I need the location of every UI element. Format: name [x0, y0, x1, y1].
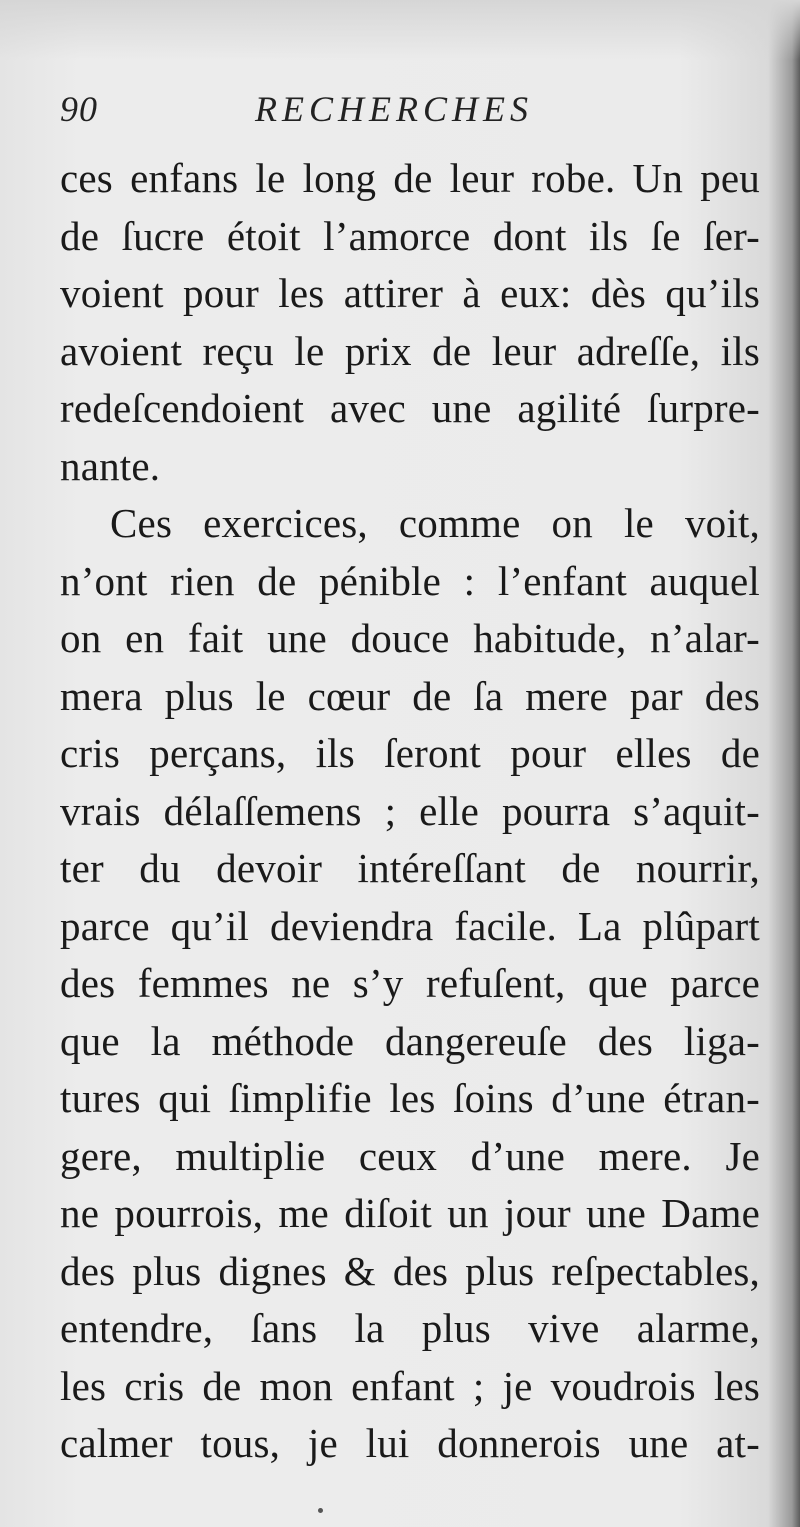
page-number: 90 [60, 89, 98, 129]
text-line: ces enfans le long de leur robe. Un peu [60, 155, 760, 201]
text-line: les cris de mon enfant ; je voudrois les [60, 1362, 760, 1409]
running-head: RECHERCHES [255, 89, 533, 129]
paragraph-start-line: Ces exercices, comme on le voit, [110, 500, 760, 546]
text-line: calmer tous, je lui donnerois une at- [60, 1420, 760, 1466]
text-line: voient pour les attirer à eux: dès qu’ils [60, 270, 760, 316]
text-line: ter du devoir intéreſſant de nourrir, [60, 845, 760, 891]
text-line: des femmes ne s’y refuſent, que parce [60, 960, 760, 1006]
text-line: que la méthode dangereuſe des liga- [60, 1017, 760, 1064]
ink-speck [318, 1508, 323, 1513]
text-line: gere, multiplie ceux d’une mere. Je [60, 1132, 760, 1179]
text-line: entendre, ſans la plus vive alarme, [60, 1305, 760, 1351]
body-text [60, 150, 760, 1473]
page-header [60, 88, 750, 138]
text-line: nante. [60, 442, 161, 489]
text-line: redeſcendoient avec une agilité ſurpre- [60, 385, 760, 431]
text-line: on en fait une douce habitude, n’alar- [60, 615, 760, 661]
text-line: parce qu’il deviendra facile. La plûpart [60, 902, 760, 949]
text-line: de ſucre étoit l’amorce dont ils ſe ſer- [60, 212, 760, 259]
text-line: vrais délaſſemens ; elle pourra s’aquit- [60, 787, 760, 834]
text-line: avoient reçu le prix de leur adreſſe, ils [60, 327, 760, 374]
text-line: tures qui ſimplifie les ſoins d’une étran- [60, 1075, 760, 1121]
text-line: ne pourrois, me diſoit un jour une Dame [60, 1190, 760, 1236]
text-line: cris perçans, ils ſeront pour elles de [60, 730, 760, 776]
text-line: n’ont rien de pénible : l’enfant auquel [60, 557, 760, 604]
text-line: mera plus le cœur de ſa mere par des [60, 672, 760, 719]
text-line: des plus dignes & des plus reſpectables, [60, 1247, 760, 1294]
